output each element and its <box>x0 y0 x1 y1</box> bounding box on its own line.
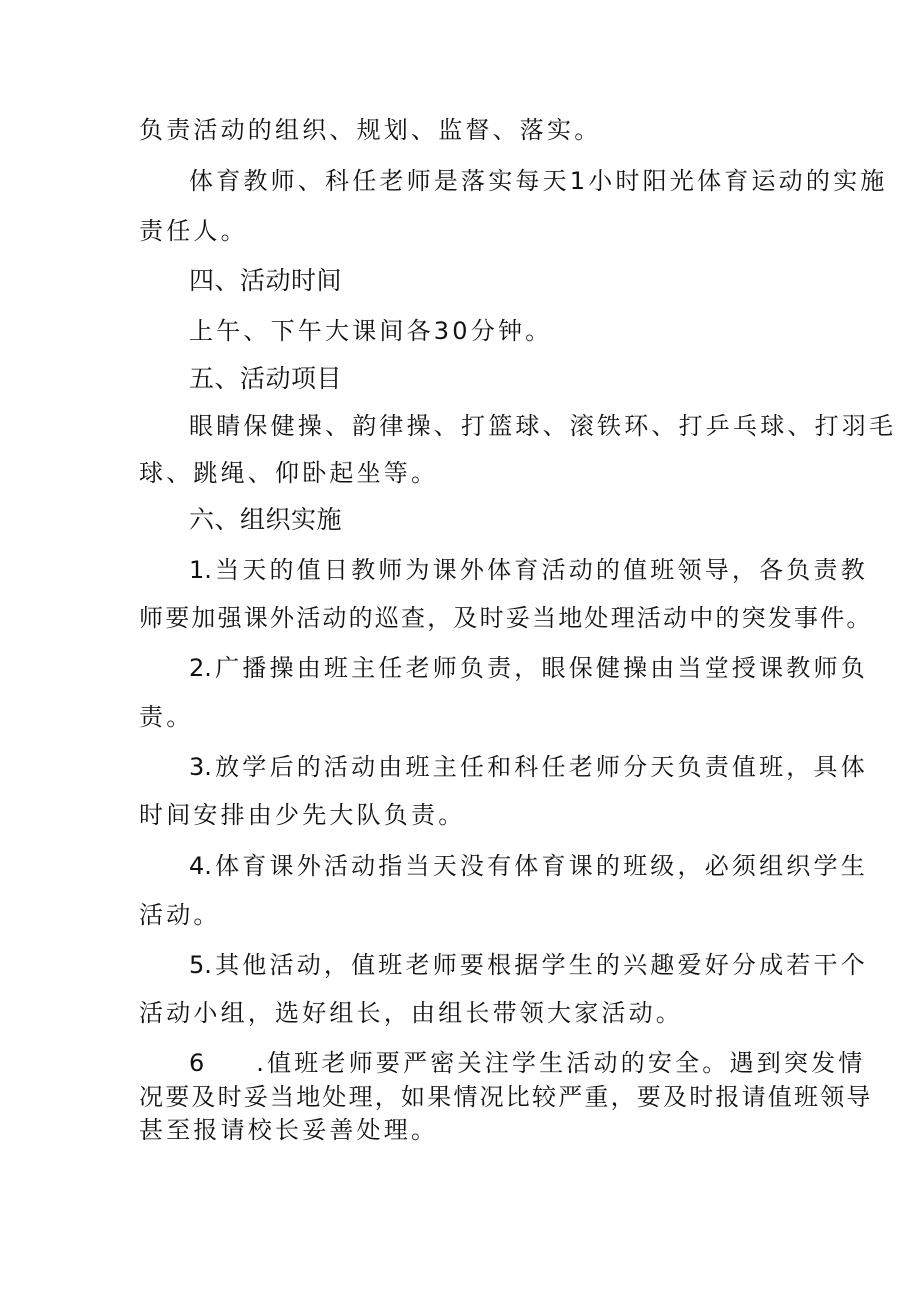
paragraph-line: 责。 <box>139 703 194 731</box>
section-heading-implementation: 六、组织实施 <box>189 505 343 534</box>
paragraph-line: 上午、下午大课间各30分钟。 <box>189 317 553 345</box>
paragraph-line: 球、跳绳、仰卧起坐等。 <box>139 459 439 487</box>
list-item-1 <box>189 555 868 585</box>
paragraph-line: 眼睛保健操、韵律操、打篮球、滚铁环、打乒乓球、打羽毛 <box>189 412 897 440</box>
item-text: .放学后的活动由班主任和科任老师分天负责值班，具体 <box>204 753 868 781</box>
paragraph-line: 负责活动的组织、规划、监督、落实。 <box>139 116 602 144</box>
list-item-5 <box>189 950 868 980</box>
paragraph-line: 责任人。 <box>139 217 248 245</box>
paragraph-line: 师要加强课外活动的巡查，及时妥当地处理活动中的突发事件。 <box>139 604 873 632</box>
item-text: .广播操由班主任老师负责，眼保健操由当堂授课教师负 <box>204 654 868 682</box>
item-text: .值班老师要严密关注学生活动的安全。遇到突发情 <box>256 1049 866 1077</box>
list-item-3 <box>189 752 868 782</box>
paragraph-line: 时间安排由少先大队负责。 <box>139 801 466 829</box>
item-number: 5 <box>189 951 205 979</box>
paragraph-line: 体育教师、科任老师是落实每天1小时阳光体育运动的实施 <box>189 167 888 195</box>
list-item-4 <box>189 851 868 881</box>
item-number: 3 <box>189 753 205 781</box>
item-number: 1 <box>189 556 205 584</box>
item-number: 4 <box>189 852 205 880</box>
section-heading-time: 四、活动时间 <box>189 266 343 295</box>
paragraph-line: 活动小组，选好组长，由组长带领大家活动。 <box>139 999 683 1027</box>
list-item-2 <box>189 653 868 683</box>
item-text: .当天的值日教师为课外体育活动的值班领导，各负责教 <box>204 556 868 584</box>
item-number: 2 <box>189 654 205 682</box>
item-text: .其他活动，值班老师要根据学生的兴趣爱好分成若干个 <box>204 951 868 979</box>
section-heading-items: 五、活动项目 <box>189 364 343 393</box>
paragraph-line: 活动。 <box>139 901 221 929</box>
list-item-6 <box>189 1048 866 1078</box>
item-number: 6 <box>189 1049 205 1077</box>
paragraph-line: 甚至报请校长妥善处理。 <box>139 1116 439 1144</box>
paragraph-line: 况要及时妥当地处理，如果情况比较严重，要及时报请值班领导 <box>139 1083 873 1111</box>
item-text: .体育课外活动指当天没有体育课的班级，必须组织学生 <box>204 852 868 880</box>
